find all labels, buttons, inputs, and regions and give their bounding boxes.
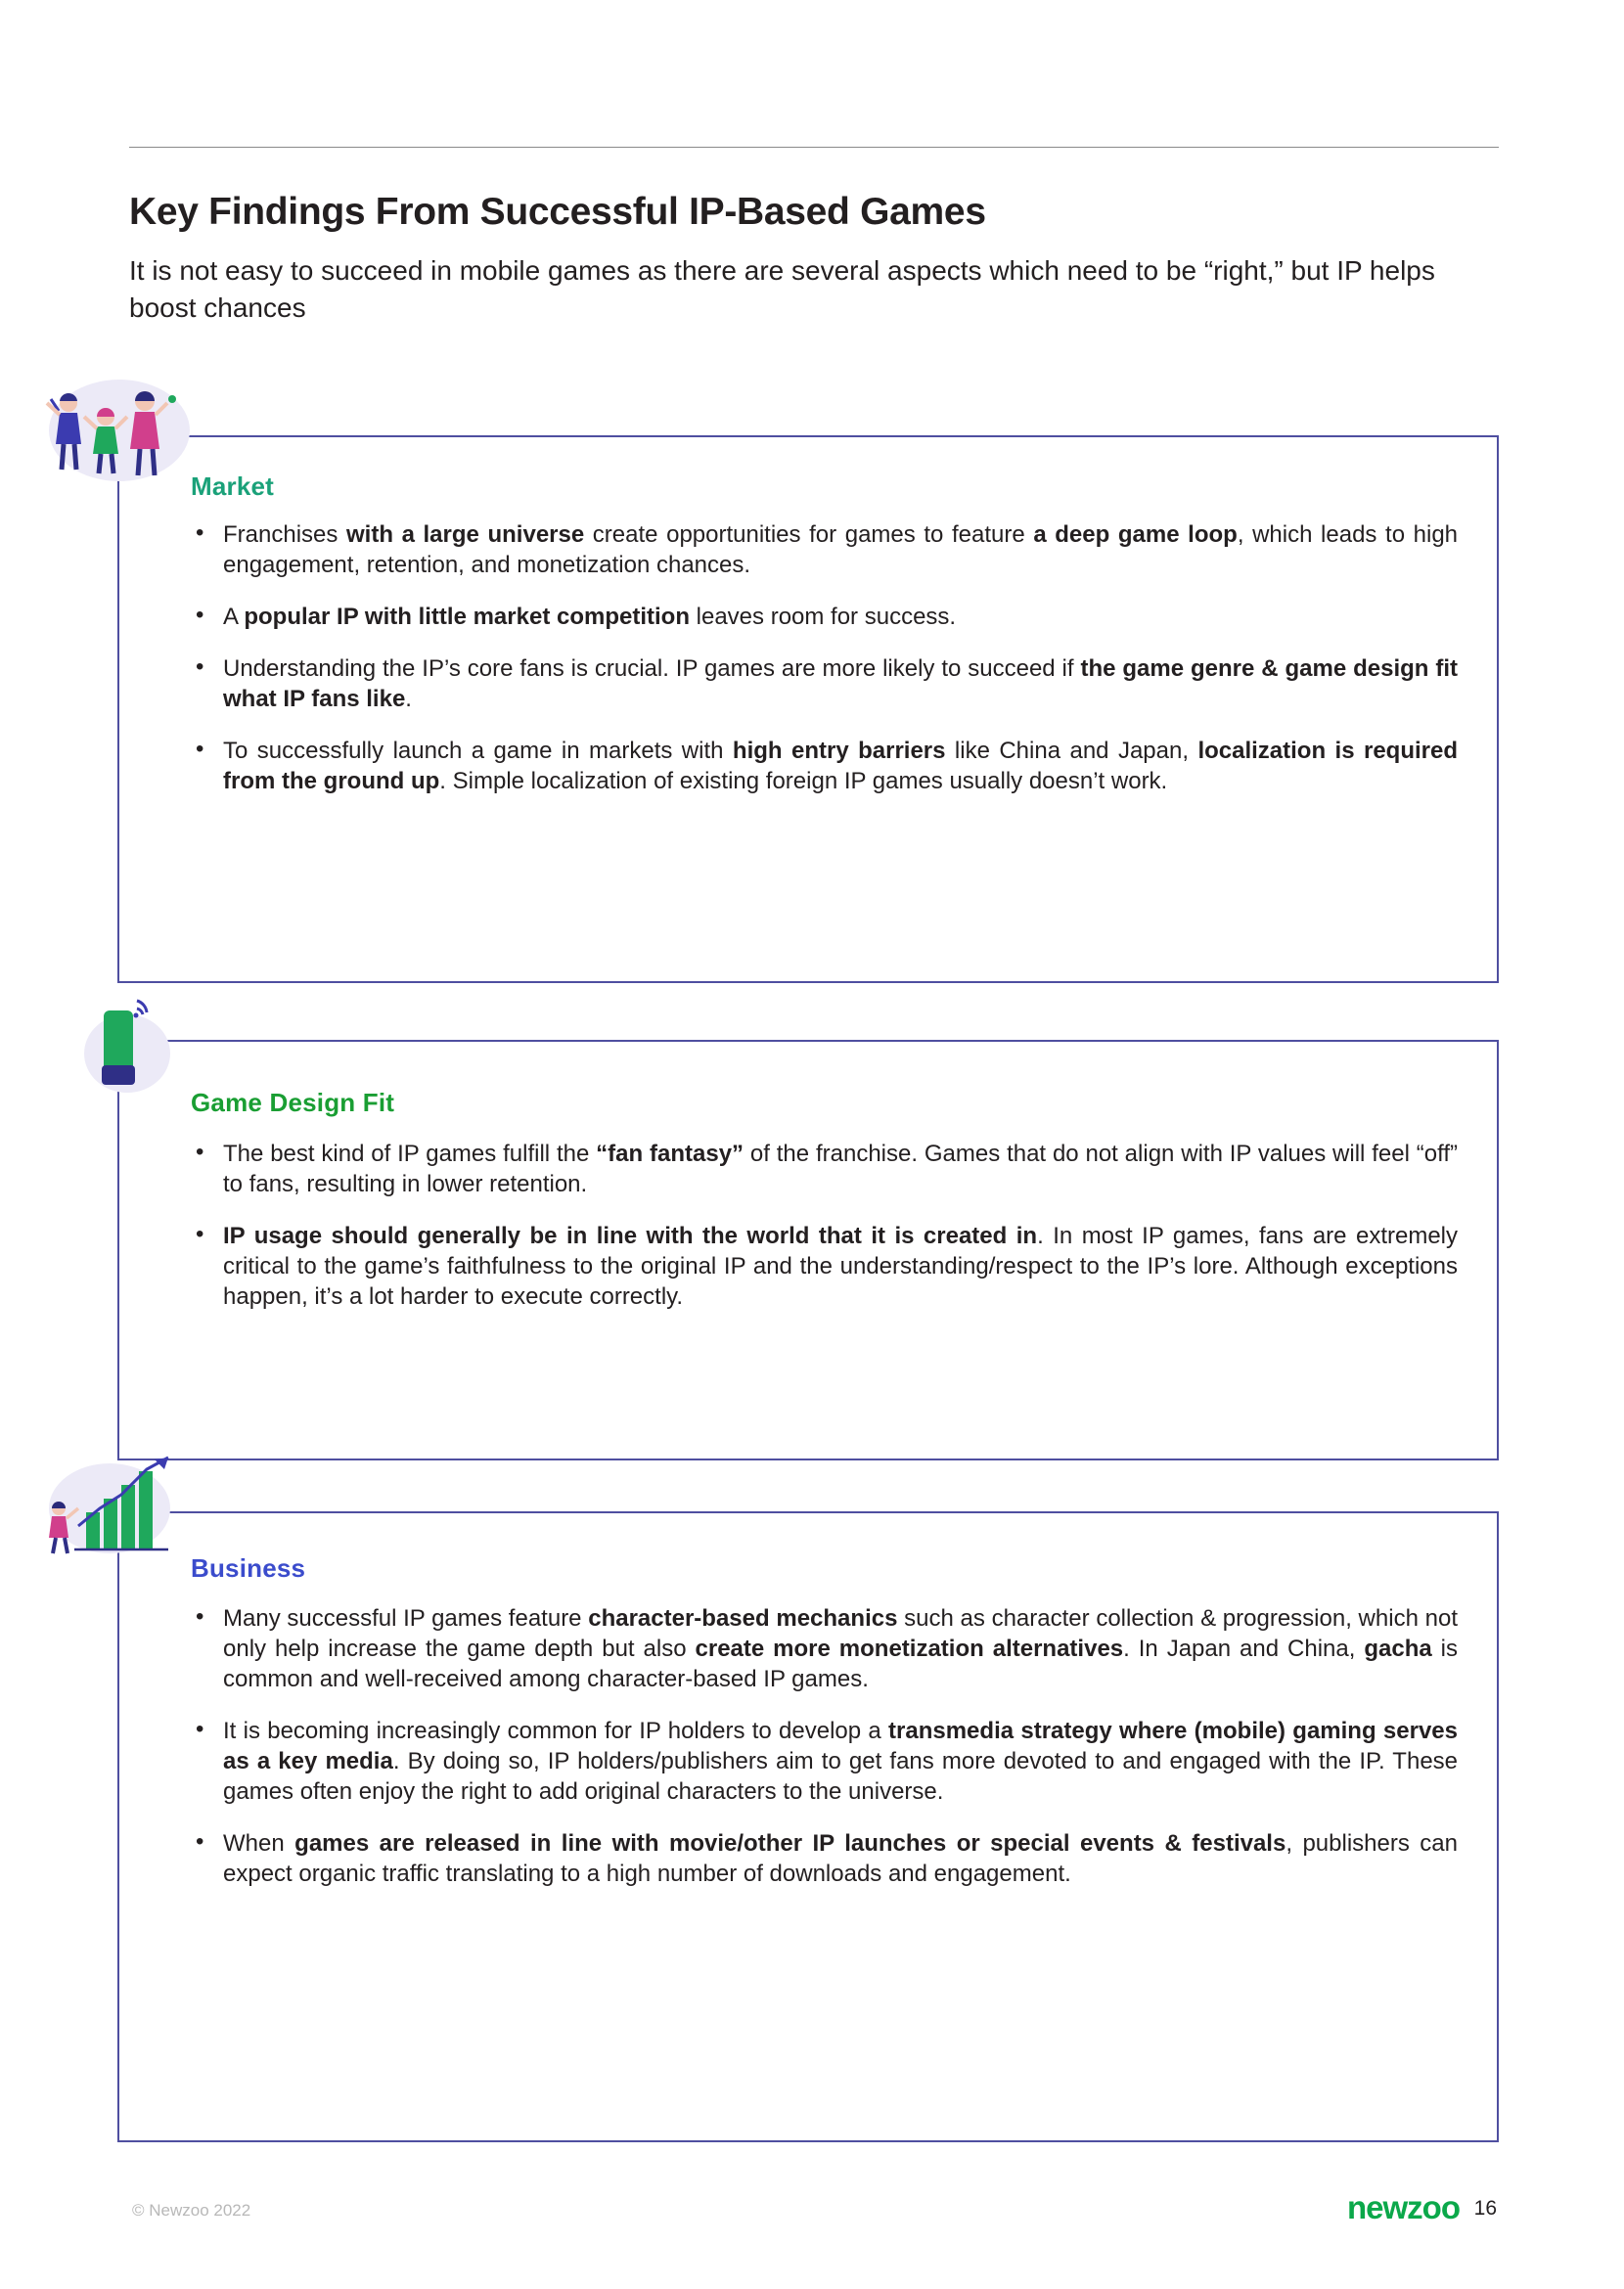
list-item: • To successfully launch a game in markets with high entry barriers like China and Japan, localization is required from the ground up. Simple localization of existing foreign IP games usually doesn’t work. (186, 737, 1458, 797)
people-illustration-icon (29, 360, 210, 487)
newzoo-logo: newzoo (1347, 2189, 1460, 2225)
list-item: • It is becoming increasingly common for IP holders to develop a transmedia strategy where (mobile) gaming serves as a key media. By doing so, IP holders/publishers aim to get fans more devoted to and engaged with the IP. These games often enjoy the right to add original characters to the universe. (186, 1717, 1458, 1808)
footer-copyright: © Newzoo 2022 (132, 2201, 251, 2220)
section-heading-business: Business (191, 1553, 306, 1583)
bullet-list-market (186, 520, 1458, 797)
page-subtitle: It is not easy to succeed in mobile games as there are several aspects which need to be “right,” but IP helps boost chances (129, 255, 1435, 323)
list-item: • Understanding the IP’s core fans is crucial. IP games are more likely to succeed if the game genre & game design fit what IP fans like. (186, 654, 1458, 715)
section-heading-game-design-fit: Game Design Fit (191, 1088, 395, 1117)
list-item: • Franchises with a large universe create opportunities for games to feature a deep game loop, which leads to high engagement, retention, and monetization chances. (186, 520, 1458, 581)
header-divider (129, 147, 1499, 148)
bullet-list-game-design-fit (186, 1140, 1458, 1313)
bullet-list-business (186, 1604, 1458, 1890)
section-heading-market: Market (191, 471, 275, 501)
list-item: • IP usage should generally be in line with the world that it is created in. In most IP games, fans are extremely critical to the game’s faithfulness to the original IP and the understanding/respect to the IP’s lore. Although exceptions happen, it’s a lot harder to execute correctly. (186, 1222, 1458, 1313)
list-item: • A popular IP with little market competition leaves room for success. (186, 603, 1458, 633)
page-number: 16 (1473, 2197, 1497, 2220)
page-title: Key Findings From Successful IP-Based Games (129, 191, 986, 233)
list-item: • The best kind of IP games fulfill the “fan fantasy” of the franchise. Games that do not align with IP values will feel “off” to fans, resulting in lower retention. (186, 1140, 1458, 1200)
growth-chart-illustration-icon (29, 1448, 186, 1565)
list-item: • Many successful IP games feature character-based mechanics such as character collection & progression, which not only help increase the game depth but also create more monetization alternatives. In Japan and China, gacha is common and well-received among character-based IP games. (186, 1604, 1458, 1695)
mobile-phone-illustration-icon (76, 983, 179, 1105)
list-item: • When games are released in line with movie/other IP launches or special events & festivals, publishers can expect organic traffic translating to a high number of downloads and engagement. (186, 1829, 1458, 1890)
